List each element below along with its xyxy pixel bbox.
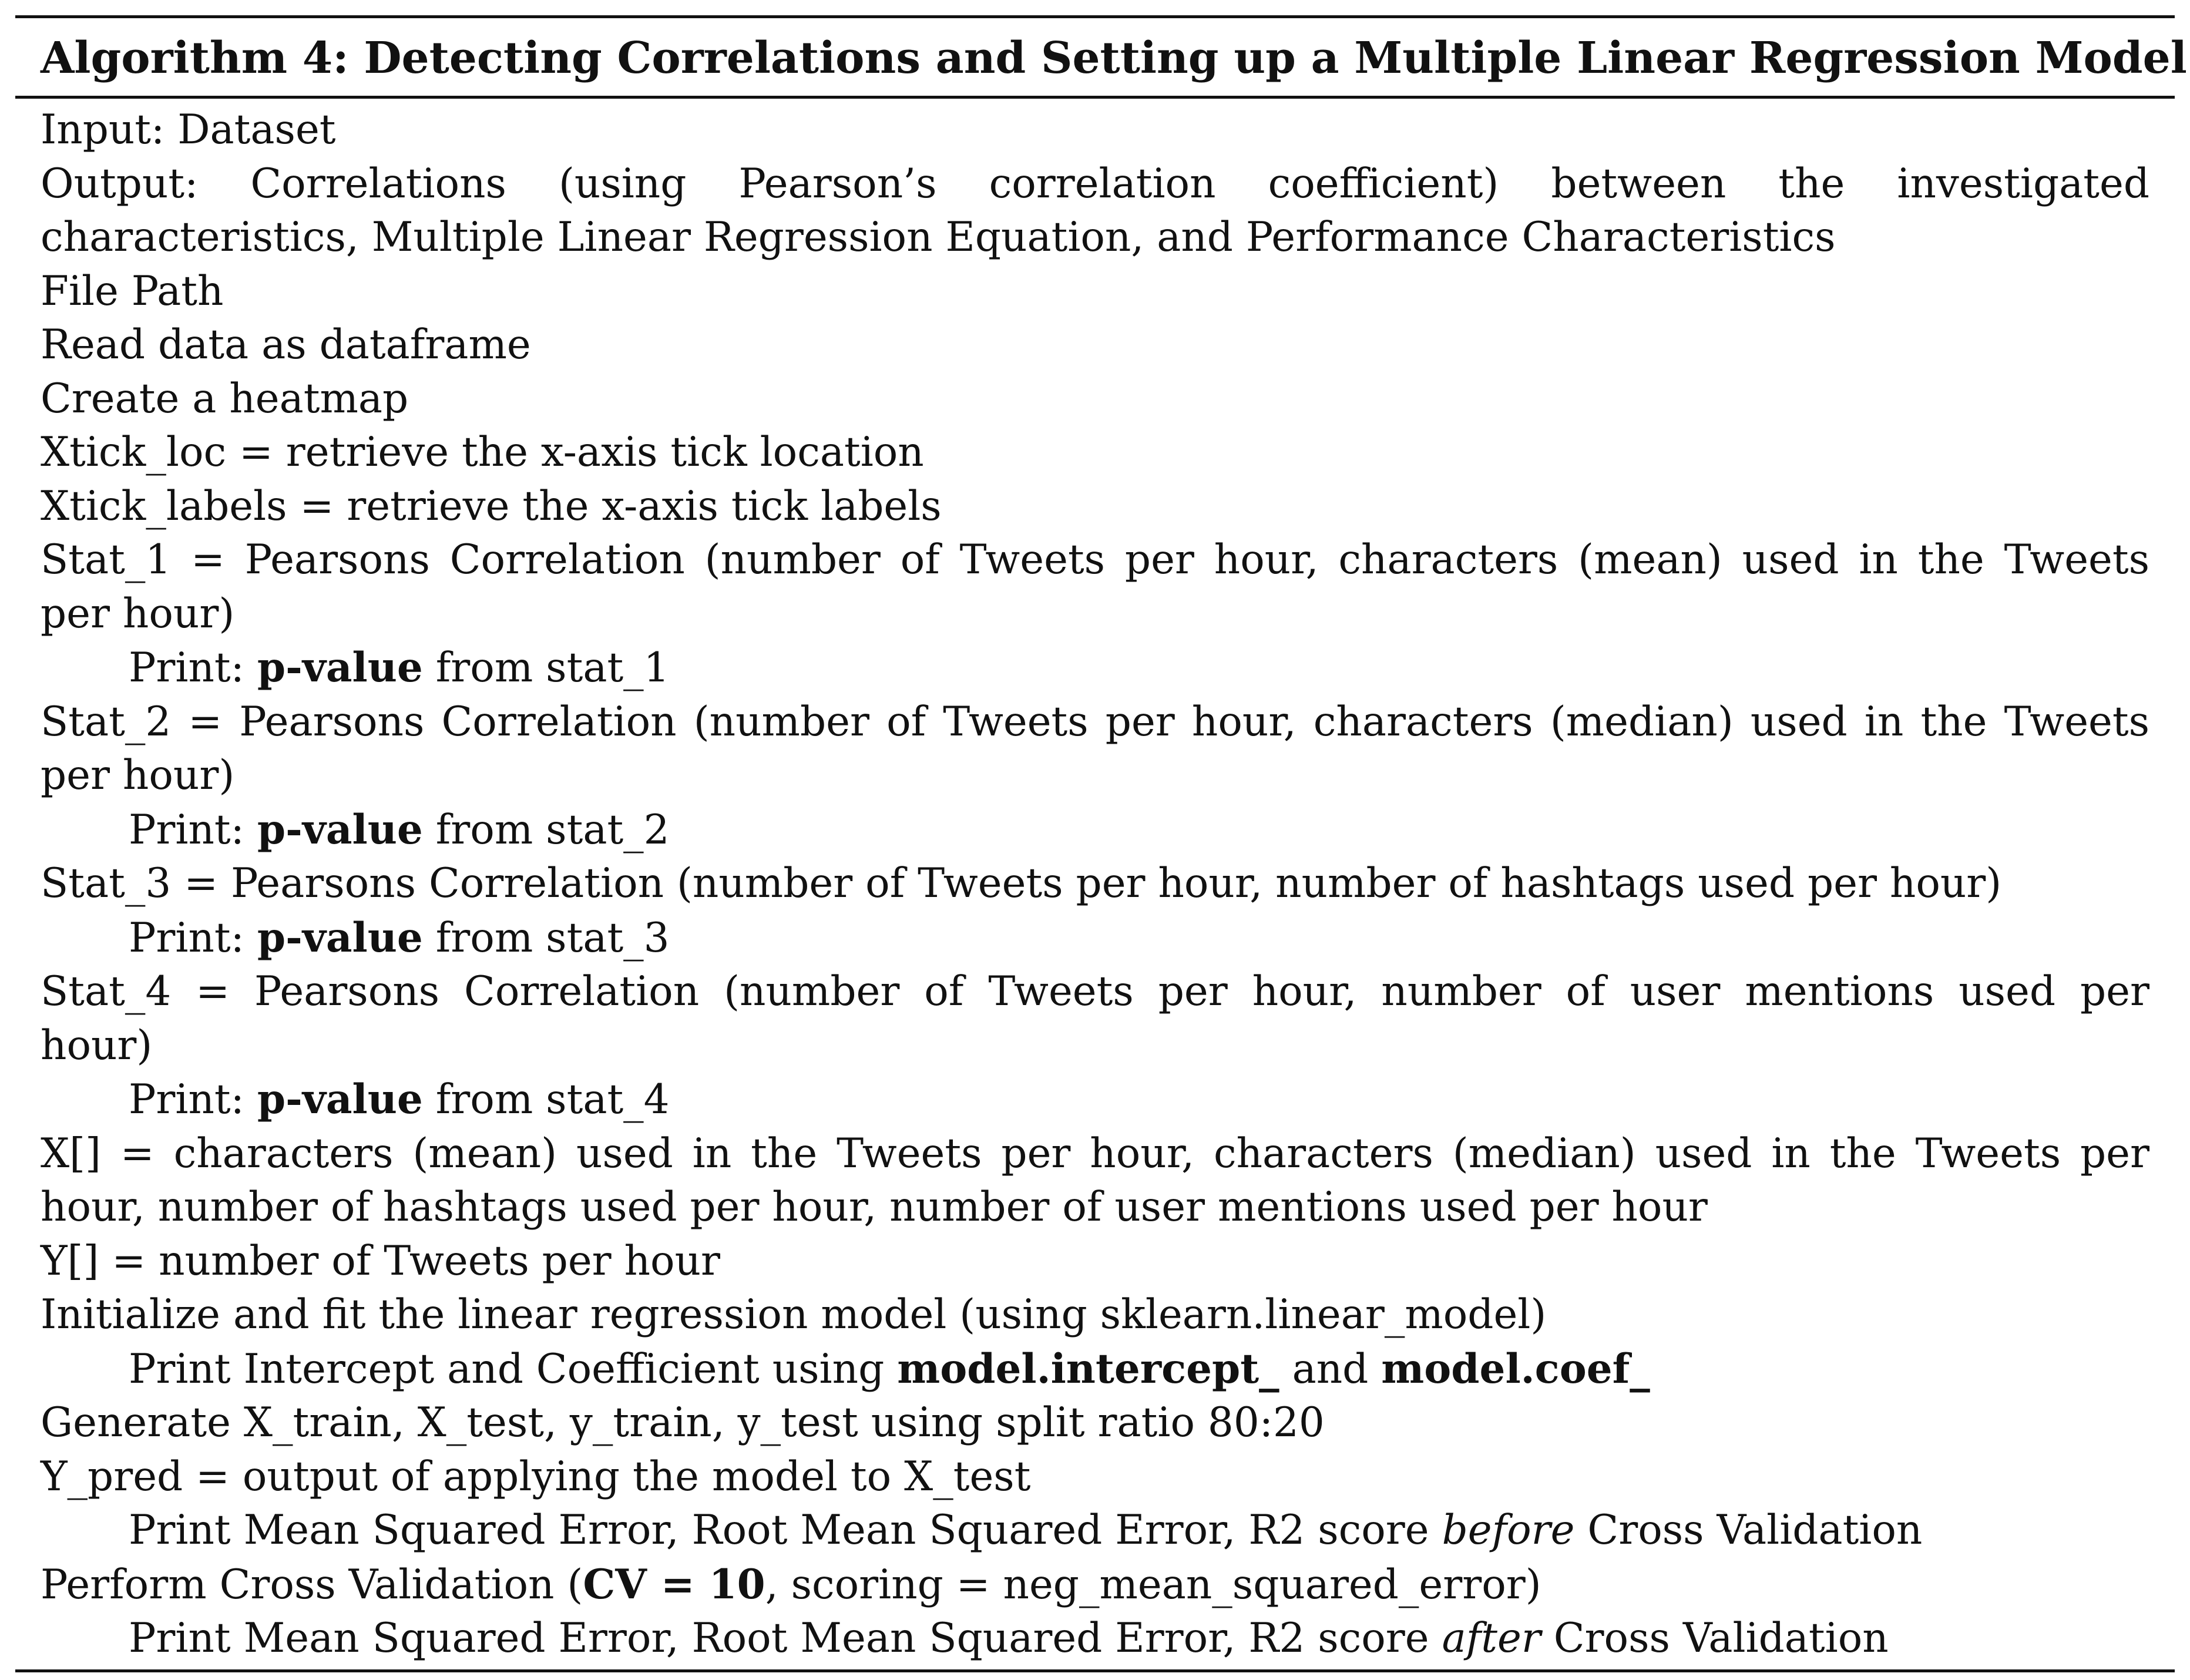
pvalue-term: p-value [257, 1076, 423, 1123]
print-metrics-text: Print Mean Squared Error, Root Mean Squared Error, R2 score [129, 1615, 1429, 1662]
init-fit-line: Initialize and fit the linear regression model (using sklearn.linear_model) [41, 1291, 1547, 1338]
from-stat-text: from stat_2 [435, 806, 670, 854]
pvalue-term: p-value [257, 644, 423, 691]
print-pvalue-stat1 [41, 641, 2149, 695]
print-intercept-line [41, 1342, 2149, 1397]
stat4-line-2: hour) [41, 1022, 153, 1069]
cv-value-term: CV = 10 [583, 1560, 765, 1608]
x-features-line-2: hour, number of hashtags used per hour, number of user mentions used per hour [41, 1184, 1708, 1231]
read-data-line: Read data as dataframe [41, 321, 531, 368]
from-stat-text: from stat_4 [435, 1076, 670, 1123]
algorithm-box [15, 15, 2187, 1672]
print-label: Print: [129, 806, 244, 854]
file-path-line: File Path [41, 267, 224, 315]
generate-split-line: Generate X_train, X_test, y_train, y_test using split ratio 80:20 [41, 1399, 1325, 1446]
cross-validation-text: Cross Validation [1587, 1507, 1923, 1554]
output-line-2: characteristics, Multiple Linear Regression Equation, and Performance Characteristics [41, 214, 1836, 261]
print-pvalue-stat3 [41, 911, 2149, 966]
print-pvalue-stat4 [41, 1073, 2149, 1127]
cross-validation-text: Cross Validation [1553, 1615, 1889, 1662]
create-heatmap-line: Create a heatmap [41, 375, 409, 422]
stat3-line-1: Stat_3 = Pearsons Correlation (number of Tweets per hour, number of hashtags used per hour) [41, 860, 2002, 907]
stat1-line-2: per hour) [41, 590, 235, 637]
stat1-line-1: Stat_1 = Pearsons Correlation (number of Tweets per hour, characters (mean) used in the Tweets [41, 536, 2149, 583]
print-metrics-text: Print Mean Squared Error, Root Mean Squared Error, R2 score [129, 1507, 1429, 1554]
print-intercept-text: Print Intercept and Coefficient using [129, 1345, 885, 1393]
model-intercept-term: model.intercept_ [897, 1345, 1279, 1393]
stat2-line-1: Stat_2 = Pearsons Correlation (number of Tweets per hour, characters (median) used in the Tweets [41, 698, 2149, 745]
y-target-line: Y[] = number of Tweets per hour [41, 1237, 720, 1285]
stat4-line-1: Stat_4 = Pearsons Correlation (number of Tweets per hour, number of user mentions used per [41, 968, 2149, 1015]
xtick-loc-line: Xtick_loc = retrieve the x-axis tick location [41, 429, 924, 476]
model-coef-term: model.coef_ [1381, 1345, 1650, 1393]
print-label: Print: [129, 644, 244, 691]
algorithm-title: Algorithm 4: Detecting Correlations and Setting up a Multiple Linear Regression Model [41, 33, 2187, 83]
output-line-1: Output: Correlations (using Pearson’s correlation coefficient) between the investigated [41, 160, 2149, 207]
pvalue-term: p-value [257, 913, 423, 962]
y-pred-line: Y_pred = output of applying the model to X_test [41, 1453, 1031, 1500]
stat2-line-2: per hour) [41, 752, 235, 799]
from-stat-text: from stat_1 [435, 644, 670, 691]
after-term: after [1442, 1615, 1541, 1662]
pvalue-term: p-value [257, 805, 423, 854]
perform-cv-line [41, 1558, 2149, 1612]
print-metrics-after-line [41, 1612, 2149, 1666]
from-stat-text: from stat_3 [435, 914, 670, 962]
xtick-labels-line: Xtick_labels = retrieve the x-axis tick labels [41, 482, 942, 530]
x-features-line-1: X[] = characters (mean) used in the Tweets per hour, characters (median) used in the Tweets per [41, 1130, 2149, 1177]
input-line: Input: Dataset [41, 106, 336, 153]
print-label: Print: [129, 914, 244, 962]
perform-cv-suffix: , scoring = neg_mean_squared_error) [765, 1561, 1541, 1608]
print-pvalue-stat2 [41, 803, 2149, 858]
bottom-rule [15, 1669, 2175, 1672]
algorithm-body [15, 99, 2175, 1666]
before-term: before [1442, 1507, 1575, 1554]
print-label: Print: [129, 1076, 244, 1123]
perform-cv-text: Perform Cross Validation ( [41, 1561, 583, 1608]
print-metrics-before-line [41, 1504, 2149, 1558]
and-text: and [1292, 1345, 1369, 1393]
